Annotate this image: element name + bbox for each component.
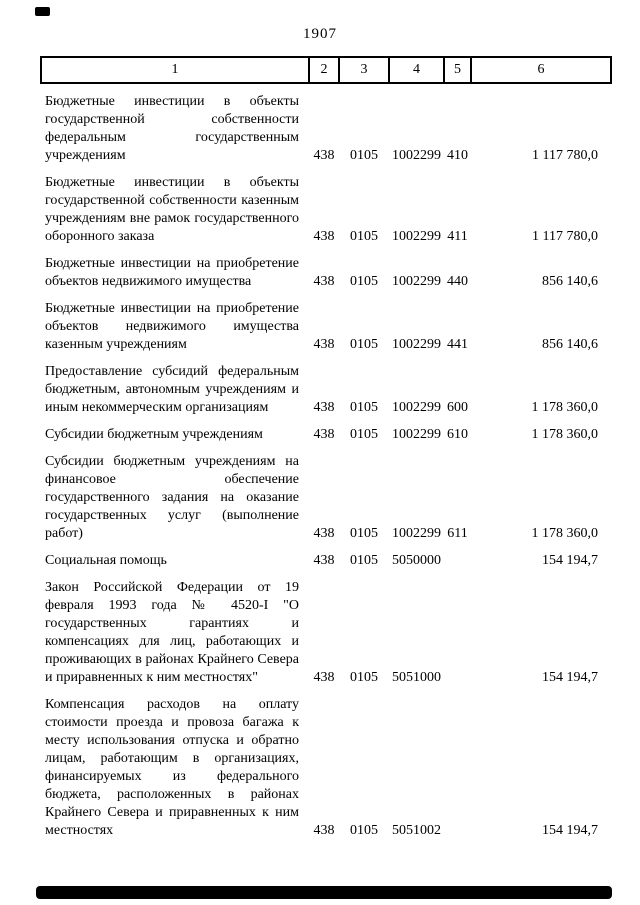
row-description: Субсидии бюджетным учреждениям [45, 427, 263, 442]
row-code-agency: 438 [313, 148, 335, 163]
table-header-cell-6: 6 [471, 57, 611, 83]
row-code-target-item: 5051002 [392, 823, 441, 838]
table-row [41, 543, 611, 570]
row-code-agency: 438 [313, 526, 335, 541]
row-code-agency: 438 [313, 400, 335, 415]
row-code-agency: 438 [313, 274, 335, 289]
table-row [41, 444, 611, 543]
table-header-cell-5: 5 [444, 57, 471, 83]
row-amount: 154 194,7 [542, 823, 598, 838]
budget-table [40, 56, 612, 840]
row-code-expense-type [444, 543, 471, 570]
row-code-section: 0105 [350, 427, 378, 442]
table-header-cell-1: 1 [41, 57, 309, 83]
row-code-agency: 438 [313, 553, 335, 568]
table-row [41, 417, 611, 444]
row-code-target-item: 1002299 [392, 274, 441, 289]
row-code-expense-type [444, 687, 471, 840]
row-code-target-item: 5051000 [392, 670, 441, 685]
row-code-expense-type: 440 [447, 274, 468, 289]
row-code-section: 0105 [350, 670, 378, 685]
row-code-target-item: 1002299 [392, 148, 441, 163]
row-code-agency: 438 [313, 670, 335, 685]
table-row [41, 570, 611, 687]
row-code-target-item: 1002299 [392, 427, 441, 442]
table-row [41, 291, 611, 354]
table-body [41, 83, 611, 840]
table-header [41, 57, 611, 83]
row-description: Компенсация расходов на оплату стоимости проезда и провоза багажа к месту использования отпуска и обратно лицам, работающим в организациях, финансируемых из федерального бюджета, расположенных в районах Крайнего Севера и приравненных к ним местностях [45, 697, 299, 838]
row-code-target-item: 1002299 [392, 400, 441, 415]
row-code-target-item: 5050000 [392, 553, 441, 568]
row-code-section: 0105 [350, 526, 378, 541]
row-code-section: 0105 [350, 553, 378, 568]
row-code-section: 0105 [350, 400, 378, 415]
row-code-agency: 438 [313, 427, 335, 442]
row-code-expense-type: 411 [447, 229, 468, 244]
row-description: Субсидии бюджетным учреждениям на финансовое обеспечение государственного задания на оказание государственных услуг (выполнение работ) [45, 454, 299, 541]
row-code-target-item: 1002299 [392, 526, 441, 541]
row-code-agency: 438 [313, 229, 335, 244]
row-description: Бюджетные инвестиции на приобретение объектов недвижимого имущества [45, 256, 299, 289]
table-header-row [41, 57, 611, 83]
table-header-cell-4: 4 [389, 57, 444, 83]
row-code-section: 0105 [350, 229, 378, 244]
row-description: Закон Российской Федерации от 19 февраля 1993 года № 4520-I "О государственных гарантиях и компенсациях для лиц, работающих и проживающих в районах Крайнего Севера и приравненных к ним местностях" [45, 580, 299, 685]
row-amount: 154 194,7 [542, 553, 598, 568]
row-description: Бюджетные инвестиции на приобретение объектов недвижимого имущества казенным учреждениям [45, 301, 299, 352]
row-amount: 1 178 360,0 [531, 427, 598, 442]
table-row [41, 354, 611, 417]
row-code-section: 0105 [350, 274, 378, 289]
table-row [41, 165, 611, 246]
row-amount: 1 178 360,0 [531, 526, 598, 541]
row-code-expense-type: 610 [447, 427, 468, 442]
row-code-expense-type: 410 [447, 148, 468, 163]
row-amount: 1 117 780,0 [532, 148, 598, 163]
row-code-target-item: 1002299 [392, 337, 441, 352]
row-description: Предоставление субсидий федеральным бюджетным, автономным учреждениям и иным некоммерческим организациям [45, 364, 299, 415]
row-description: Социальная помощь [45, 553, 167, 568]
row-amount: 856 140,6 [542, 274, 598, 289]
row-code-section: 0105 [350, 337, 378, 352]
table-header-cell-3: 3 [339, 57, 389, 83]
row-code-section: 0105 [350, 823, 378, 838]
row-code-agency: 438 [313, 337, 335, 352]
table-row [41, 687, 611, 840]
row-description: Бюджетные инвестиции в объекты государственной собственности казенным учреждениям вне рамок государственного оборонного заказа [45, 175, 299, 244]
row-code-section: 0105 [350, 148, 378, 163]
page-number: 1907 [303, 26, 337, 42]
row-amount: 856 140,6 [542, 337, 598, 352]
table-row [41, 246, 611, 291]
row-code-agency: 438 [313, 823, 335, 838]
row-amount: 1 178 360,0 [531, 400, 598, 415]
scan-artifact-bottom [36, 886, 612, 899]
scan-artifact-top-left [35, 7, 50, 16]
table-header-cell-2: 2 [309, 57, 339, 83]
row-code-expense-type: 611 [447, 526, 468, 541]
row-code-expense-type [444, 570, 471, 687]
row-description: Бюджетные инвестиции в объекты государственной собственности федеральным государственным учреждениям [45, 94, 299, 163]
row-amount: 1 117 780,0 [532, 229, 598, 244]
row-code-expense-type: 441 [447, 337, 468, 352]
row-amount: 154 194,7 [542, 670, 598, 685]
row-code-expense-type: 600 [447, 400, 468, 415]
row-code-target-item: 1002299 [392, 229, 441, 244]
table-row [41, 83, 611, 165]
